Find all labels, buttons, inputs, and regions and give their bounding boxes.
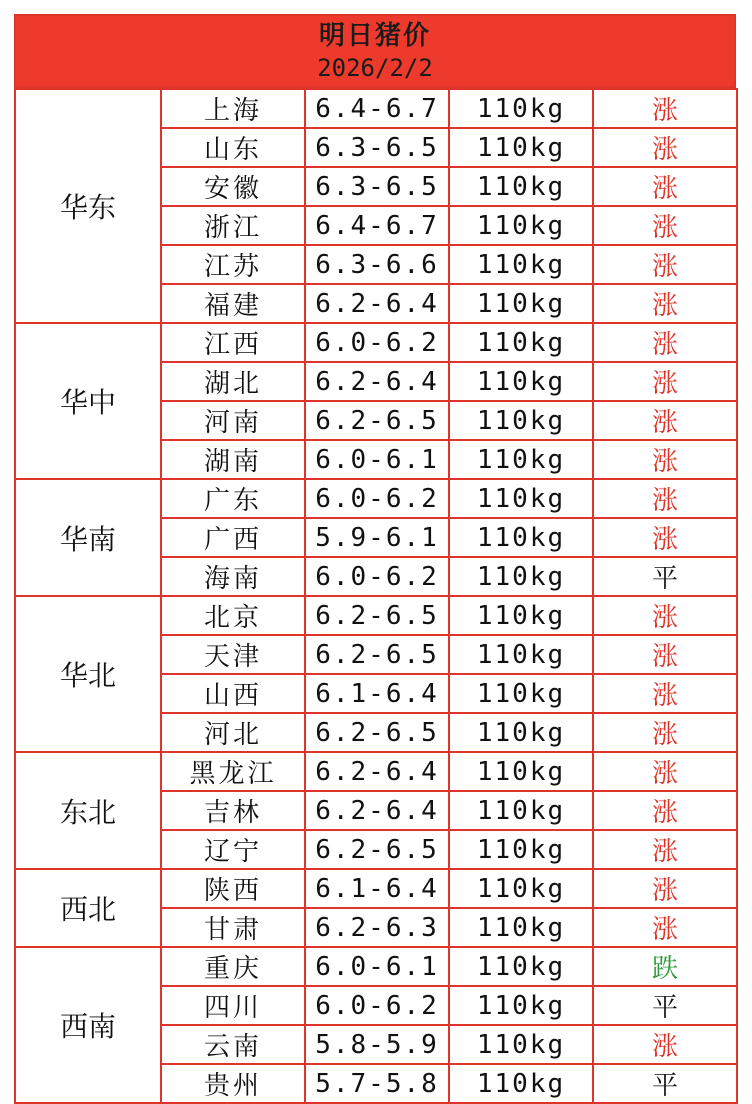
weight-label: 110kg	[449, 128, 593, 167]
trend-indicator: 涨	[593, 245, 737, 284]
weight-label: 110kg	[449, 89, 593, 128]
weight-label: 110kg	[449, 596, 593, 635]
price-range: 6.0-6.2	[305, 557, 449, 596]
province-name: 辽宁	[161, 830, 305, 869]
weight-label: 110kg	[449, 479, 593, 518]
price-table	[14, 88, 738, 1104]
region-name: 华北	[15, 596, 161, 752]
table-row	[15, 89, 737, 128]
region-name: 东北	[15, 752, 161, 869]
price-range: 6.0-6.1	[305, 947, 449, 986]
province-name: 江苏	[161, 245, 305, 284]
pig-price-sheet	[14, 14, 736, 1101]
trend-indicator: 跌	[593, 947, 737, 986]
trend-indicator: 涨	[593, 518, 737, 557]
province-name: 江西	[161, 323, 305, 362]
trend-indicator: 涨	[593, 908, 737, 947]
trend-indicator: 涨	[593, 206, 737, 245]
weight-label: 110kg	[449, 908, 593, 947]
table-row	[15, 596, 737, 635]
price-range: 6.0-6.2	[305, 986, 449, 1025]
price-range: 6.2-6.5	[305, 830, 449, 869]
price-range: 6.2-6.5	[305, 401, 449, 440]
trend-indicator: 涨	[593, 362, 737, 401]
province-name: 河北	[161, 713, 305, 752]
price-range: 6.2-6.4	[305, 752, 449, 791]
weight-label: 110kg	[449, 362, 593, 401]
province-name: 北京	[161, 596, 305, 635]
region-name: 华东	[15, 89, 161, 323]
price-range: 6.2-6.4	[305, 791, 449, 830]
province-name: 山东	[161, 128, 305, 167]
price-range: 6.3-6.5	[305, 128, 449, 167]
trend-indicator: 涨	[593, 440, 737, 479]
trend-indicator: 涨	[593, 284, 737, 323]
weight-label: 110kg	[449, 713, 593, 752]
province-name: 贵州	[161, 1064, 305, 1103]
weight-label: 110kg	[449, 869, 593, 908]
trend-indicator: 平	[593, 986, 737, 1025]
province-name: 吉林	[161, 791, 305, 830]
region-name: 西北	[15, 869, 161, 947]
weight-label: 110kg	[449, 752, 593, 791]
table-row	[15, 479, 737, 518]
price-range: 6.2-6.3	[305, 908, 449, 947]
province-name: 黑龙江	[161, 752, 305, 791]
weight-label: 110kg	[449, 791, 593, 830]
province-name: 湖北	[161, 362, 305, 401]
table-row	[15, 752, 737, 791]
price-range: 6.1-6.4	[305, 869, 449, 908]
province-name: 湖南	[161, 440, 305, 479]
province-name: 福建	[161, 284, 305, 323]
weight-label: 110kg	[449, 167, 593, 206]
weight-label: 110kg	[449, 674, 593, 713]
weight-label: 110kg	[449, 830, 593, 869]
weight-label: 110kg	[449, 947, 593, 986]
weight-label: 110kg	[449, 518, 593, 557]
province-name: 河南	[161, 401, 305, 440]
header-banner	[14, 14, 736, 88]
price-range: 5.7-5.8	[305, 1064, 449, 1103]
trend-indicator: 平	[593, 1064, 737, 1103]
province-name: 海南	[161, 557, 305, 596]
price-range: 6.0-6.2	[305, 323, 449, 362]
price-range: 6.2-6.4	[305, 362, 449, 401]
weight-label: 110kg	[449, 1025, 593, 1064]
weight-label: 110kg	[449, 557, 593, 596]
region-name: 华中	[15, 323, 161, 479]
weight-label: 110kg	[449, 245, 593, 284]
region-name: 西南	[15, 947, 161, 1103]
price-range: 6.1-6.4	[305, 674, 449, 713]
price-range: 6.3-6.6	[305, 245, 449, 284]
trend-indicator: 涨	[593, 596, 737, 635]
price-range: 6.0-6.2	[305, 479, 449, 518]
page-title: 明日猪价	[318, 21, 431, 51]
province-name: 广西	[161, 518, 305, 557]
weight-label: 110kg	[449, 401, 593, 440]
price-range: 6.0-6.1	[305, 440, 449, 479]
province-name: 天津	[161, 635, 305, 674]
table-row	[15, 947, 737, 986]
trend-indicator: 涨	[593, 674, 737, 713]
price-range: 6.2-6.5	[305, 596, 449, 635]
price-range: 5.8-5.9	[305, 1025, 449, 1064]
province-name: 广东	[161, 479, 305, 518]
province-name: 陕西	[161, 869, 305, 908]
region-name: 华南	[15, 479, 161, 596]
weight-label: 110kg	[449, 440, 593, 479]
price-table-body	[15, 89, 737, 1103]
weight-label: 110kg	[449, 1064, 593, 1103]
province-name: 四川	[161, 986, 305, 1025]
trend-indicator: 涨	[593, 752, 737, 791]
weight-label: 110kg	[449, 986, 593, 1025]
date-label: 2026/2/2	[317, 54, 433, 82]
trend-indicator: 涨	[593, 791, 737, 830]
trend-indicator: 平	[593, 557, 737, 596]
table-row	[15, 323, 737, 362]
weight-label: 110kg	[449, 323, 593, 362]
price-range: 5.9-6.1	[305, 518, 449, 557]
trend-indicator: 涨	[593, 713, 737, 752]
price-range: 6.2-6.5	[305, 713, 449, 752]
weight-label: 110kg	[449, 635, 593, 674]
province-name: 云南	[161, 1025, 305, 1064]
price-range: 6.2-6.4	[305, 284, 449, 323]
trend-indicator: 涨	[593, 323, 737, 362]
price-range: 6.3-6.5	[305, 167, 449, 206]
trend-indicator: 涨	[593, 1025, 737, 1064]
trend-indicator: 涨	[593, 479, 737, 518]
province-name: 甘肃	[161, 908, 305, 947]
province-name: 重庆	[161, 947, 305, 986]
trend-indicator: 涨	[593, 89, 737, 128]
weight-label: 110kg	[449, 206, 593, 245]
price-range: 6.2-6.5	[305, 635, 449, 674]
weight-label: 110kg	[449, 284, 593, 323]
province-name: 山西	[161, 674, 305, 713]
province-name: 浙江	[161, 206, 305, 245]
trend-indicator: 涨	[593, 830, 737, 869]
table-row	[15, 869, 737, 908]
trend-indicator: 涨	[593, 167, 737, 206]
trend-indicator: 涨	[593, 128, 737, 167]
province-name: 上海	[161, 89, 305, 128]
trend-indicator: 涨	[593, 869, 737, 908]
price-range: 6.4-6.7	[305, 89, 449, 128]
province-name: 安徽	[161, 167, 305, 206]
trend-indicator: 涨	[593, 401, 737, 440]
trend-indicator: 涨	[593, 635, 737, 674]
price-range: 6.4-6.7	[305, 206, 449, 245]
